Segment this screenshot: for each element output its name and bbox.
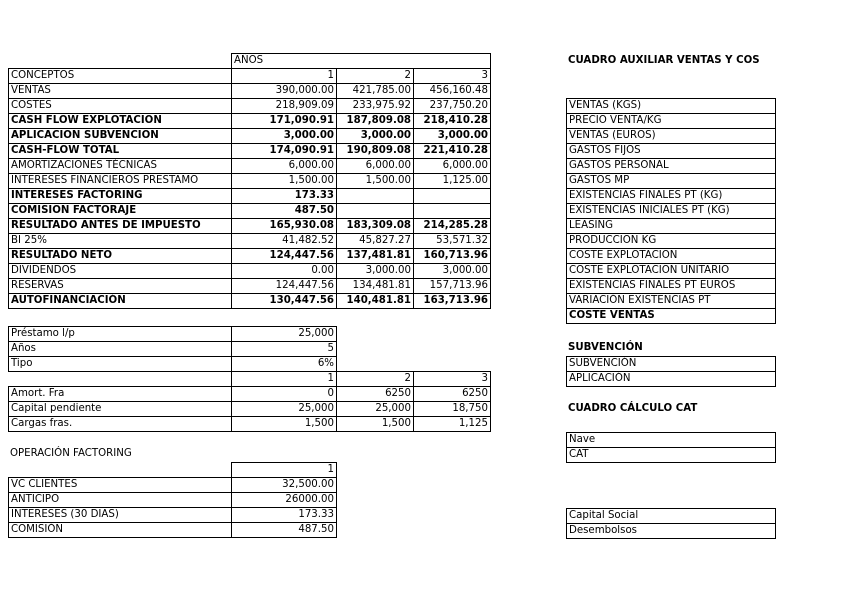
results-row [9, 159, 491, 174]
aux-item: PRODUCCION KG [567, 234, 776, 249]
results-row [9, 204, 491, 219]
results-cell: 1,500.00 [337, 174, 414, 189]
subvencion-item: SUBVENCIÓN [567, 357, 776, 372]
results-cell: 487.50 [232, 204, 337, 219]
results-cell: 137,481.81 [337, 249, 414, 264]
factoring-row [9, 493, 337, 508]
results-row [9, 84, 491, 99]
loan-principal-row [9, 327, 491, 342]
aux-item: EXISTENCIAS INICIALES PT (KG) [567, 204, 776, 219]
cat-title: CUADRO CÁLCULO CAT [568, 403, 698, 414]
results-cell: 3,000.00 [414, 264, 491, 279]
capital-row [567, 524, 776, 539]
results-cell: 41,482.52 [232, 234, 337, 249]
results-cell: 1,125.00 [414, 174, 491, 189]
results-row [9, 294, 491, 309]
loan-year-2: 2 [337, 372, 414, 387]
results-cell: 140,481.81 [337, 294, 414, 309]
factoring-label: ANTICIPO [9, 493, 232, 508]
loan-year-1: 1 [232, 372, 337, 387]
results-row-label: COSTES [9, 99, 232, 114]
results-row [9, 219, 491, 234]
aux-row [567, 174, 776, 189]
results-cell: 187,809.08 [337, 114, 414, 129]
aux-row [567, 114, 776, 129]
cat-item: Nave [567, 433, 776, 448]
subvencion-row [567, 357, 776, 372]
aux-row [567, 144, 776, 159]
results-cell: 237,750.20 [414, 99, 491, 114]
results-row-label: CASH FLOW EXPLOTACION [9, 114, 232, 129]
results-cell: 6,000.00 [414, 159, 491, 174]
results-row-label: RESERVAS [9, 279, 232, 294]
factoring-label: VC CLIENTES [9, 478, 232, 493]
factoring-title: OPERACIÓN FACTORING [10, 448, 132, 459]
aux-item: LEASING [567, 219, 776, 234]
aux-item: EXISTENCIAS FINALES PT EUROS [567, 279, 776, 294]
aux-row [567, 129, 776, 144]
loan-row-label: Amort. Fra [9, 387, 232, 402]
loan-cell: 25,000 [232, 402, 337, 417]
results-cell: 390,000.00 [232, 84, 337, 99]
results-cell: 2 [337, 69, 414, 84]
results-cell: 130,447.56 [232, 294, 337, 309]
aux-item: GASTOS PERSONAL [567, 159, 776, 174]
aux-item: VENTAS (KGS) [567, 99, 776, 114]
aux-row [567, 249, 776, 264]
results-row-label: CASH-FLOW TOTAL [9, 144, 232, 159]
aux-table [566, 98, 776, 324]
capital-item: Desembolsos [567, 524, 776, 539]
loan-row [9, 387, 491, 402]
subvencion-item: APLICACIÓN [567, 372, 776, 387]
loan-principal-label: Préstamo l/p [9, 327, 232, 342]
results-cell: 456,160.48 [414, 84, 491, 99]
results-row-label: DIVIDENDOS [9, 264, 232, 279]
results-cell: 165,930.08 [232, 219, 337, 234]
results-row-label: BI 25% [9, 234, 232, 249]
loan-years-value: 5 [232, 342, 337, 357]
results-cell: 183,309.08 [337, 219, 414, 234]
aux-row [567, 294, 776, 309]
results-cell: 0.00 [232, 264, 337, 279]
results-row-label: INTERESES FACTORING [9, 189, 232, 204]
loan-cell: 18,750 [414, 402, 491, 417]
factoring-value: 32,500.00 [232, 478, 337, 493]
results-cell: 6,000.00 [232, 159, 337, 174]
loan-cell: 1,500 [232, 417, 337, 432]
loan-cell: 25,000 [337, 402, 414, 417]
capital-item: Capital Social [567, 509, 776, 524]
factoring-value: 26000.00 [232, 493, 337, 508]
capital-table [566, 508, 776, 539]
aux-title: CUADRO AUXILIAR VENTAS Y COS [568, 55, 760, 66]
results-cell [414, 204, 491, 219]
results-cell: 218,909.09 [232, 99, 337, 114]
results-cell: 124,447.56 [232, 249, 337, 264]
results-row-label: RESULTADO NETO [9, 249, 232, 264]
results-row-label: RESULTADO ANTES DE IMPUESTO [9, 219, 232, 234]
results-cell: 421,785.00 [337, 84, 414, 99]
results-row-label: INTERESES FINANCIEROS PRESTAMO [9, 174, 232, 189]
cat-item: CAT [567, 448, 776, 463]
subvencion-row [567, 372, 776, 387]
results-row [9, 279, 491, 294]
factoring-row [9, 508, 337, 523]
results-cell: 3,000.00 [337, 129, 414, 144]
results-cell: 218,410.28 [414, 114, 491, 129]
years-header: AÑOS [232, 54, 491, 69]
aux-item: GASTOS FIJOS [567, 144, 776, 159]
results-cell: 221,410.28 [414, 144, 491, 159]
aux-item: COSTE EXPLOTACION [567, 249, 776, 264]
loan-rate-label: Tipo [9, 357, 232, 372]
results-row [9, 234, 491, 249]
results-cell: 157,713.96 [414, 279, 491, 294]
results-cell: 214,285.28 [414, 219, 491, 234]
aux-item: EXISTENCIAS FINALES PT (KG) [567, 189, 776, 204]
cat-table [566, 432, 776, 463]
results-row-label: CONCEPTOS [9, 69, 232, 84]
aux-row [567, 309, 776, 324]
results-cell: 6,000.00 [337, 159, 414, 174]
results-row [9, 189, 491, 204]
loan-cell: 0 [232, 387, 337, 402]
results-cell: 53,571.32 [414, 234, 491, 249]
factoring-year-row [9, 463, 337, 478]
results-cell: 174,090.91 [232, 144, 337, 159]
loan-years-label: Años [9, 342, 232, 357]
factoring-year: 1 [232, 463, 337, 478]
results-cell: 163,713.96 [414, 294, 491, 309]
results-row [9, 264, 491, 279]
loan-cell: 1,500 [337, 417, 414, 432]
factoring-label: INTERESES (30 DIAS) [9, 508, 232, 523]
aux-row [567, 279, 776, 294]
subvencion-title: SUBVENCIÓN [568, 342, 643, 353]
results-cell: 171,090.91 [232, 114, 337, 129]
loan-rate-value: 6% [232, 357, 337, 372]
aux-row [567, 99, 776, 114]
results-row [9, 114, 491, 129]
loan-row [9, 417, 491, 432]
results-row-label: VENTAS [9, 84, 232, 99]
loan-row-label: Capital pendiente [9, 402, 232, 417]
factoring-value: 173.33 [232, 508, 337, 523]
results-row [9, 174, 491, 189]
results-cell: 1 [232, 69, 337, 84]
results-cell: 3,000.00 [337, 264, 414, 279]
aux-item: VENTAS (EUROS) [567, 129, 776, 144]
results-cell: 124,447.56 [232, 279, 337, 294]
aux-item: VARIACIÓN EXISTENCIAS PT [567, 294, 776, 309]
aux-row [567, 219, 776, 234]
results-row [9, 99, 491, 114]
loan-rate-row [9, 357, 491, 372]
results-row [9, 249, 491, 264]
loan-cell: 6250 [414, 387, 491, 402]
aux-item: COSTE VENTAS [567, 309, 776, 324]
factoring-row [9, 523, 337, 538]
results-cell: 1,500.00 [232, 174, 337, 189]
results-cell: 160,713.96 [414, 249, 491, 264]
loan-year-3: 3 [414, 372, 491, 387]
loan-table [8, 326, 491, 432]
years-header-row [9, 54, 491, 69]
results-cell [414, 189, 491, 204]
aux-item: PRECIO VENTA/KG [567, 114, 776, 129]
aux-row [567, 159, 776, 174]
results-row [9, 144, 491, 159]
factoring-row [9, 478, 337, 493]
results-cell: 3,000.00 [414, 129, 491, 144]
loan-year-header-row [9, 372, 491, 387]
results-row [9, 129, 491, 144]
results-row-label: AMORTIZACIONES TÉCNICAS [9, 159, 232, 174]
loan-principal-value: 25,000 [232, 327, 337, 342]
results-row-label: COMISION FACTORAJE [9, 204, 232, 219]
results-cell: 190,809.08 [337, 144, 414, 159]
loan-cell: 6250 [337, 387, 414, 402]
loan-row [9, 402, 491, 417]
aux-row [567, 264, 776, 279]
results-cell: 45,827.27 [337, 234, 414, 249]
aux-item: GASTOS MP [567, 174, 776, 189]
results-cell [337, 204, 414, 219]
results-cell: 134,481.81 [337, 279, 414, 294]
results-row-label: APLICACION SUBVENCION [9, 129, 232, 144]
results-cell: 3,000.00 [232, 129, 337, 144]
cat-row [567, 433, 776, 448]
subvencion-table [566, 356, 776, 387]
loan-years-row [9, 342, 491, 357]
cat-row [567, 448, 776, 463]
results-row-label: AUTOFINANCIACIÓN [9, 294, 232, 309]
results-cell: 233,975.92 [337, 99, 414, 114]
aux-row [567, 189, 776, 204]
aux-row [567, 234, 776, 249]
results-cell [337, 189, 414, 204]
results-cell: 173.33 [232, 189, 337, 204]
factoring-value: 487.50 [232, 523, 337, 538]
results-cell: 3 [414, 69, 491, 84]
factoring-label: COMISIÓN [9, 523, 232, 538]
aux-row [567, 204, 776, 219]
results-row [9, 69, 491, 84]
factoring-table [8, 462, 337, 538]
capital-row [567, 509, 776, 524]
results-table [8, 53, 491, 309]
loan-row-label: Cargas fras. [9, 417, 232, 432]
loan-cell: 1,125 [414, 417, 491, 432]
aux-item: COSTE EXPLOTACION UNITARIO [567, 264, 776, 279]
